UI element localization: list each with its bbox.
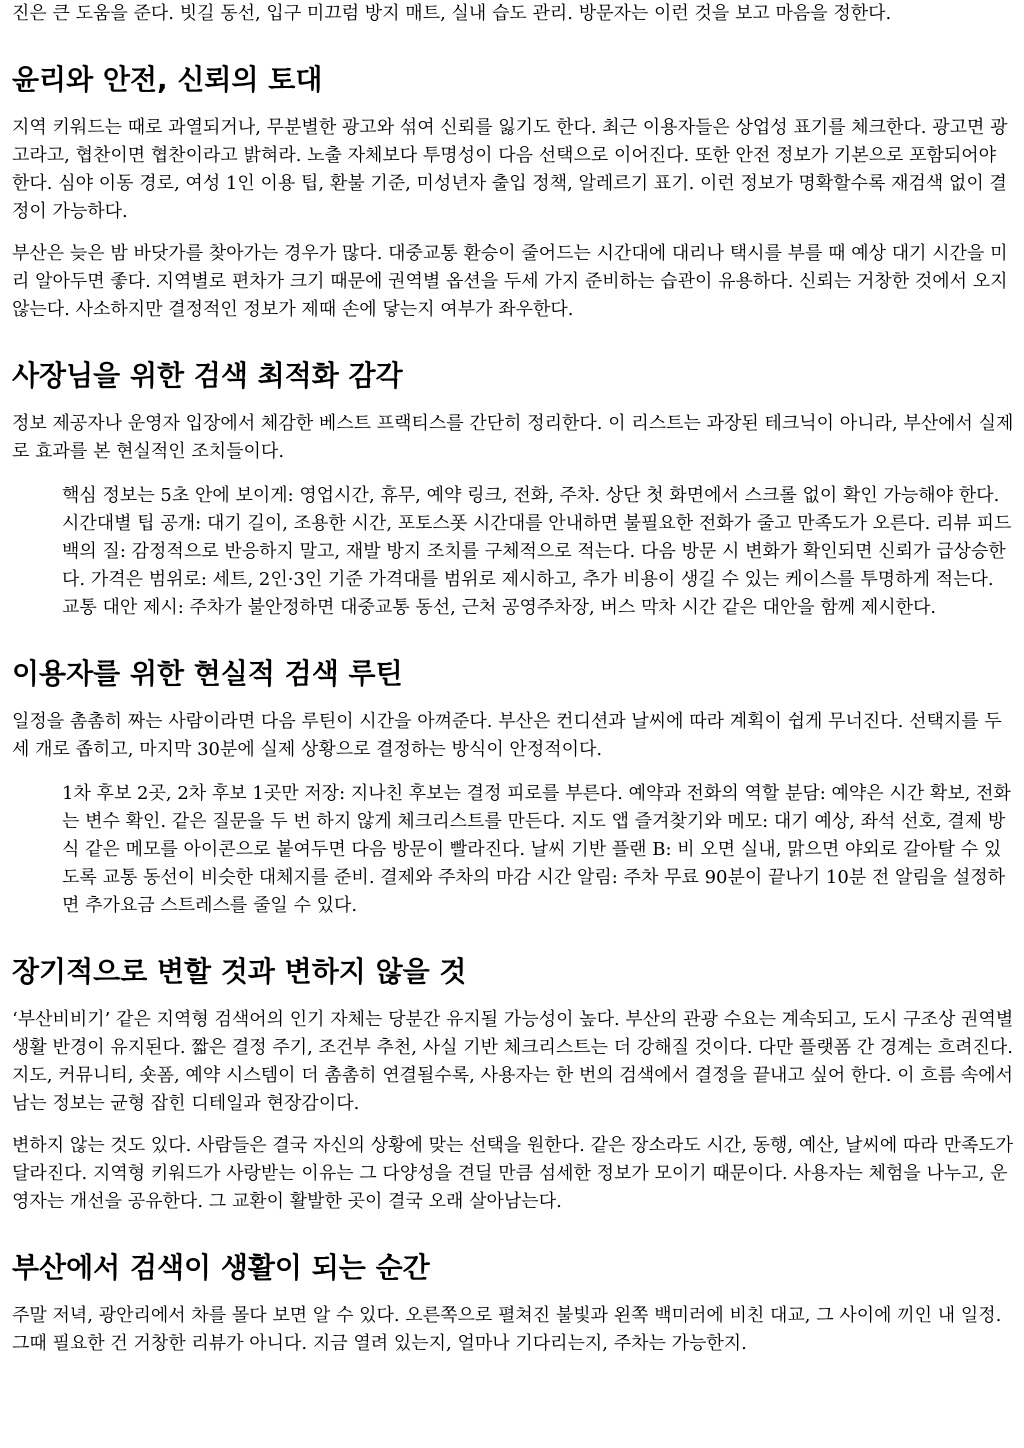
blockquote: [62, 482, 1014, 622]
section-heading: 윤리와 안전, 신뢰의 토대: [12, 63, 323, 96]
section-long-term: [12, 954, 1014, 1216]
section-user-routine: [12, 656, 1014, 920]
paragraph: 주말 저녁, 광안리에서 차를 몰다 보면 알 수 있다. 오른쪽으로 펼쳐진 불빛과 왼쪽 백미러에 비친 대교, 그 사이에 끼인 내 일정. 그때 필요한 건 거창한 리뷰가 아니다. 지금 열려 있는지, 얼마나 기다리는지, 주차는 가능한지.: [12, 1305, 1002, 1354]
intro-paragraph: 진은 큰 도움을 준다. 빗길 동선, 입구 미끄럼 방지 매트, 실내 습도 관리. 방문자는 이런 것을 보고 마음을 정한다.: [12, 3, 892, 24]
section-heading: 장기적으로 변할 것과 변하지 않을 것: [12, 955, 467, 988]
paragraph: 부산은 늦은 밤 바닷가를 찾아가는 경우가 많다. 대중교통 환승이 줄어드는 시간대에 대리나 택시를 부를 때 예상 대기 시간을 미리 알아두면 좋다. 지역별로 편차가 크기 때문에 권역별 옵션을 두세 가지 준비하는 습관이 유용하다. 신뢰는 거창한 것에서 오지 않는다. 사소하지만 결정적인 정보가 제때 손에 닿는지 여부가 좌우한다.: [12, 243, 1008, 320]
blockquote-text: 1차 후보 2곳, 2차 후보 1곳만 저장: 지나친 후보는 결정 피로를 부른다. 예약과 전화의 역할 분담: 예약은 시간 확보, 전화는 변수 확인. 같은 질문을 두 번 하지 않게 체크리스트를 만든다. 지도 앱 즐겨찾기와 메모: 대기 예상, 좌석 선호, 결제 방식 같은 메모를 아이콘으로 붙여두면 다음 방문이 빨라진다. 날씨 기반 플랜 B: 비 오면 실내, 맑으면 야외로 갈아탈 수 있도록 교통 동선이 비슷한 대체지를 준비. 결제와 주차의 마감 시간 알림: 주차 무료 90분이 끝나기 10분 전 알림을 설정하면 추가요금 스트레스를 줄일 수 있다.: [62, 783, 1011, 916]
blockquote-text: 핵심 정보는 5초 안에 보이게: 영업시간, 휴무, 예약 링크, 전화, 주차. 상단 첫 화면에서 스크롤 없이 확인 가능해야 한다. 시간대별 팁 공개: 대기 길이, 조용한 시간, 포토스폿 시간대를 안내하면 불필요한 전화가 줄고 만족도가 오른다. 리뷰 피드백의 질: 감정적으로 반응하지 말고, 재발 방지 조치를 구체적으로 적는다. 다음 방문 시 변화가 확인되면 신뢰가 급상승한다. 가격은 범위로: 세트, 2인·3인 기준 가격대를 범위로 제시하고, 추가 비용이 생길 수 있는 케이스를 투명하게 적는다. 교통 대안 제시: 주차가 불안정하면 대중교통 동선, 근처 공영주차장, 버스 막차 시간 같은 대안을 함께 제시한다.: [62, 485, 1012, 618]
paragraph: 정보 제공자나 운영자 입장에서 체감한 베스트 프랙티스를 간단히 정리한다. 이 리스트는 과장된 테크닉이 아니라, 부산에서 실제로 효과를 본 현실적인 조치들이다.: [12, 413, 1014, 462]
section-owner-seo: [12, 358, 1014, 622]
blockquote: [62, 780, 1014, 920]
section-heading: 이용자를 위한 현실적 검색 루틴: [12, 657, 403, 690]
section-ethics-safety: [12, 62, 1014, 324]
section-heading: 사장님을 위한 검색 최적화 감각: [12, 359, 403, 392]
section-heading: 부산에서 검색이 생활이 되는 순간: [12, 1251, 430, 1284]
paragraph: ‘부산비비기’ 같은 지역형 검색어의 인기 자체는 당분간 유지될 가능성이 높다. 부산의 관광 수요는 계속되고, 도시 구조상 권역별 생활 반경이 유지된다. 짧은 결정 주기, 조건부 추천, 사실 기반 체크리스트는 더 강해질 것이다. 다만 플랫폼 간 경계는 흐려진다. 지도, 커뮤니티, 숏폼, 예약 시스템이 더 촘촘히 연결될수록, 사용자는 한 번의 검색에서 결정을 끝내고 싶어 한다. 이 흐름 속에서 남는 정보는 균형 잡힌 디테일과 현장감이다.: [12, 1009, 1014, 1114]
paragraph: 지역 키워드는 때로 과열되거나, 무분별한 광고와 섞여 신뢰를 잃기도 한다. 최근 이용자들은 상업성 표기를 체크한다. 광고면 광고라고, 협찬이면 협찬이라고 밝혀라. 노출 자체보다 투명성이 다음 선택으로 이어진다. 또한 안전 정보가 기본으로 포함되어야 한다. 심야 이동 경로, 여성 1인 이용 팁, 환불 기준, 미성년자 출입 정책, 알레르기 표기. 이런 정보가 명확할수록 재검색 없이 결정이 가능하다.: [12, 117, 1008, 222]
section-search-life: [12, 1250, 1014, 1358]
paragraph: 변하지 않는 것도 있다. 사람들은 결국 자신의 상황에 맞는 선택을 원한다. 같은 장소라도 시간, 동행, 예산, 날씨에 따라 만족도가 달라진다. 지역형 키워드가 사랑받는 이유는 그 다양성을 견딜 만큼 섬세한 정보가 모이기 때문이다. 사용자는 체험을 나누고, 운영자는 개선을 공유한다. 그 교환이 활발한 곳이 결국 오래 살아남는다.: [12, 1135, 1013, 1212]
paragraph: 일정을 촘촘히 짜는 사람이라면 다음 루틴이 시간을 아껴준다. 부산은 컨디션과 날씨에 따라 계획이 쉽게 무너진다. 선택지를 두세 개로 좁히고, 마지막 30분에 실제 상황으로 결정하는 방식이 안정적이다.: [12, 711, 1002, 760]
